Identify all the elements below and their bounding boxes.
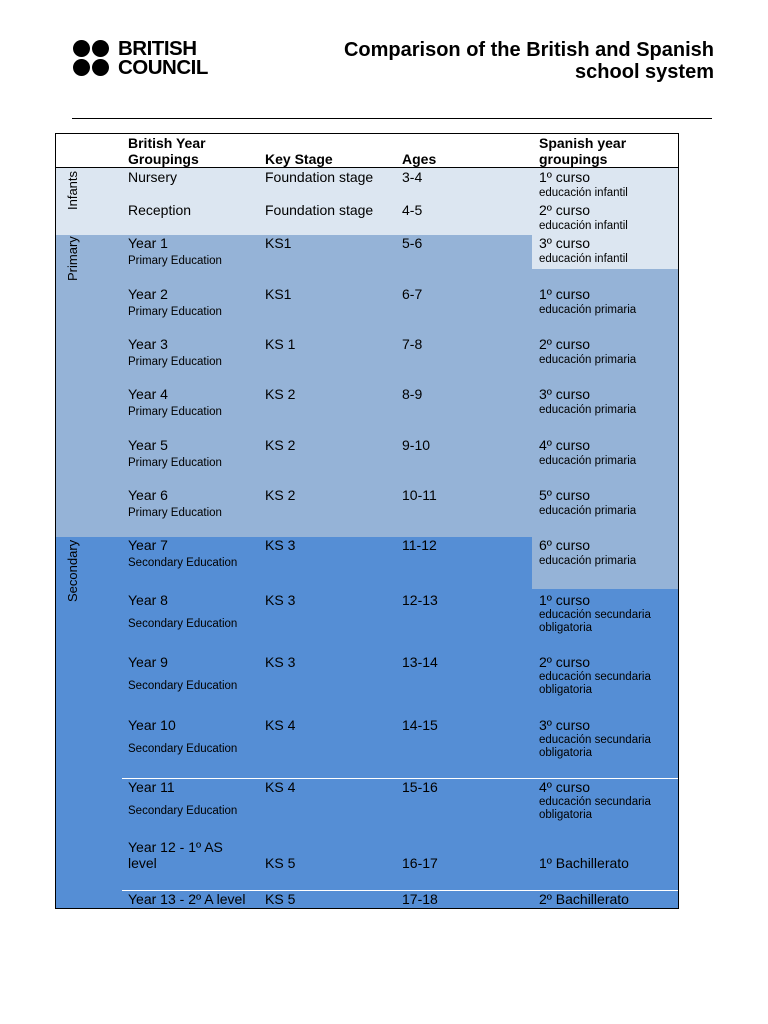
spanish-sub-cell: educación primaria [539,304,637,316]
spanish-sub-cell: educación primaria [539,505,637,517]
ages-cell: 5-6 [402,235,423,251]
spanish-year-cell: 1º curso [539,592,591,608]
spanish-sub-cell: educación infantil [539,187,628,199]
key-stage-cell: KS 4 [265,779,296,795]
british-year-cell: Year 9 [128,654,168,670]
page-title: Comparison of the British and Spanish school system [343,39,714,83]
key-stage-cell: KS 2 [265,487,296,503]
logo-text [118,39,208,77]
british-council-logo [73,37,223,79]
british-year-cell: Year 2 [128,286,168,302]
key-stage-cell: KS 3 [265,537,296,553]
spanish-year-cell: 1º Bachillerato [539,855,629,871]
british-year-cell: Year 6 [128,487,168,503]
logo-dots-icon [73,40,111,78]
header-british: British Year Groupings [128,135,206,167]
british-sub-cell: Primary Education [128,507,222,519]
spanish-year-cell: 2º curso [539,202,591,218]
ages-cell: 13-14 [402,654,438,670]
british-sub-cell: Secondary Education [128,680,238,692]
section-label-infants: Infants [65,170,80,210]
british-year-cell: Year 7 [128,537,168,553]
british-year-cell: Nursery [128,169,178,185]
key-stage-cell: Foundation stage [265,202,374,218]
key-stage-cell: KS 5 [265,855,296,871]
british-year-cell: Year 12 - 1º AS level [128,839,223,871]
british-year-cell: Year 1 [128,235,168,251]
key-stage-cell: KS 4 [265,717,296,733]
spanish-sub-cell: educación secundaria obligatoria [539,734,651,759]
spanish-year-cell: 4º curso [539,437,591,453]
british-sub-cell: Secondary Education [128,805,238,817]
ages-cell: 14-15 [402,717,438,733]
ages-cell: 3-4 [402,169,423,185]
spanish-year-cell: 2º curso [539,336,591,352]
spanish-year-cell: 1º curso [539,286,591,302]
ages-cell: 16-17 [402,855,438,871]
british-year-cell: Reception [128,202,192,218]
spanish-year-cell: 2º curso [539,654,591,670]
british-year-cell: Year 3 [128,336,168,352]
header-ages: Ages [402,151,437,167]
spanish-sub-cell: educación primaria [539,354,637,366]
ages-cell: 12-13 [402,592,438,608]
british-year-cell: Year 13 - 2º A level [128,891,246,907]
key-stage-cell: KS 2 [265,437,296,453]
british-sub-cell: Secondary Education [128,743,238,755]
header-underline [56,167,678,168]
header-key-stage: Key Stage [265,151,333,167]
key-stage-cell: KS 5 [265,891,296,907]
logo-line-1: BRITISH [118,37,197,60]
spanish-year-cell: 4º curso [539,779,591,795]
british-year-cell: Year 8 [128,592,168,608]
spanish-sub-cell: educación primaria [539,555,637,567]
ages-cell: 8-9 [402,386,423,402]
british-sub-cell: Primary Education [128,457,222,469]
spanish-year-cell: 5º curso [539,487,591,503]
ages-cell: 6-7 [402,286,423,302]
spanish-year-cell: 1º curso [539,169,591,185]
british-sub-cell: Secondary Education [128,618,238,630]
spanish-sub-cell: educación infantil [539,253,628,265]
spanish-year-cell: 3º curso [539,386,591,402]
ages-cell: 7-8 [402,336,423,352]
key-stage-cell: KS 2 [265,386,296,402]
spanish-sub-cell: educación infantil [539,220,628,232]
logo-line-2: COUNCIL [118,56,208,79]
key-stage-cell: KS 3 [265,592,296,608]
spanish-year-cell: 3º curso [539,717,591,733]
british-sub-cell: Primary Education [128,406,222,418]
spanish-sub-cell: educación secundaria obligatoria [539,671,651,696]
header-divider [72,118,712,119]
spanish-sub-cell: educación primaria [539,455,637,467]
british-year-cell: Year 4 [128,386,168,402]
british-sub-cell: Primary Education [128,306,222,318]
british-year-cell: Year 5 [128,437,168,453]
british-sub-cell: Primary Education [128,255,222,267]
ages-cell: 11-12 [402,537,437,553]
british-sub-cell: Primary Education [128,356,222,368]
key-stage-cell: KS1 [265,286,292,302]
key-stage-cell: KS1 [265,235,292,251]
british-sub-cell: Secondary Education [128,557,238,569]
ages-cell: 9-10 [402,437,431,453]
ages-cell: 10-11 [402,487,437,503]
comparison-table [55,133,679,909]
header-spanish: Spanish year groupings [539,135,627,167]
spanish-year-cell: 2º Bachillerato [539,891,629,907]
spanish-sub-cell: educación primaria [539,404,637,416]
ages-cell: 15-16 [402,779,438,795]
british-year-cell: Year 11 [128,779,175,795]
british-year-cell: Year 10 [128,717,176,733]
section-label-secondary: Secondary [65,539,80,602]
ages-cell: 4-5 [402,202,423,218]
spanish-sub-cell: educación secundaria obligatoria [539,796,651,821]
spanish-year-cell: 6º curso [539,537,591,553]
section-label-primary: Primary [65,236,80,281]
spanish-year-cell: 3º curso [539,235,591,251]
spanish-sub-cell: educación secundaria obligatoria [539,609,651,634]
key-stage-cell: Foundation stage [265,169,374,185]
key-stage-cell: KS 1 [265,336,296,352]
key-stage-cell: KS 3 [265,654,296,670]
ages-cell: 17-18 [402,891,438,907]
